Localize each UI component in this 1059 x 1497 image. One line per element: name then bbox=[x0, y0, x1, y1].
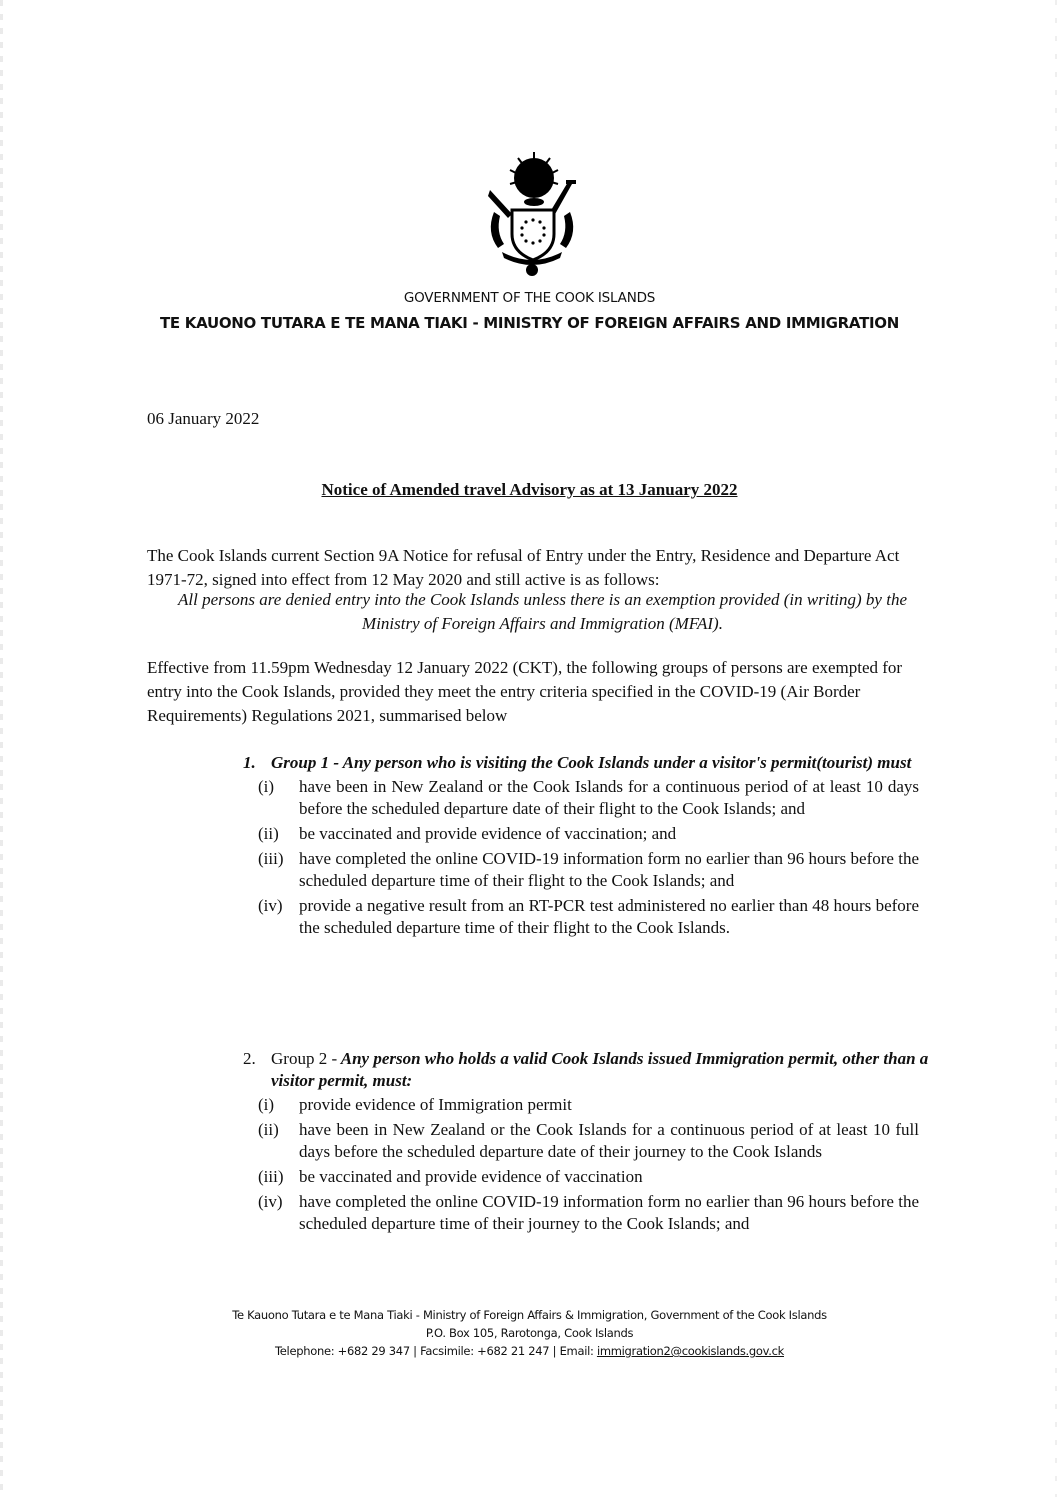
item-numeral: (iv) bbox=[258, 1192, 283, 1211]
item-text: have completed the online COVID-19 information form no earlier than 96 hours before the scheduled departure time of their journey to the Cook Islands; and bbox=[299, 1192, 919, 1233]
item-text: be vaccinated and provide evidence of vaccination; and bbox=[299, 824, 677, 843]
group-title bbox=[271, 752, 911, 774]
item-text: have been in New Zealand or the Cook Islands for a continuous period of at least 10 days before the scheduled departure date of their flight to the Cook Islands; and bbox=[299, 777, 919, 818]
coat-of-arms-icon bbox=[484, 152, 580, 280]
group-number: 1. bbox=[243, 753, 256, 772]
footer-phone-fax: Telephone: +682 29 347 | Facsimile: +682 21 247 | Email: bbox=[275, 1344, 597, 1358]
list-item bbox=[258, 848, 943, 892]
notice-title: Notice of Amended travel Advisory as at 13 January 2022 bbox=[321, 480, 738, 499]
group-title bbox=[271, 1048, 943, 1092]
item-text: provide evidence of Immigration permit bbox=[299, 1095, 572, 1114]
item-numeral: (ii) bbox=[258, 824, 279, 843]
group-description: Any person who holds a valid Cook Islands issued Immigration permit, other than a visitor permit, must: bbox=[271, 1049, 929, 1090]
criteria-list bbox=[258, 776, 943, 939]
item-numeral: (iv) bbox=[258, 896, 283, 915]
group-label: Group 1 - bbox=[271, 753, 340, 772]
group-1-section bbox=[243, 752, 943, 942]
item-text: be vaccinated and provide evidence of vaccination bbox=[299, 1167, 643, 1186]
intro-paragraph: The Cook Islands current Section 9A Notice for refusal of Entry under the Entry, Residence and Departure Act 1971-72, signed into effect from 12 May 2020 and still active is as follows: bbox=[147, 546, 900, 589]
list-item bbox=[258, 895, 943, 939]
item-numeral: (i) bbox=[258, 777, 275, 796]
footer-contact-line bbox=[0, 1342, 1059, 1360]
item-numeral: (i) bbox=[258, 1095, 275, 1114]
item-text: have completed the online COVID-19 information form no earlier than 96 hours before the scheduled departure time of their flight to the Cook Islands; and bbox=[299, 849, 919, 890]
criteria-list bbox=[258, 1094, 943, 1235]
email-link[interactable]: immigration2@cookislands.gov.ck bbox=[596, 1344, 784, 1358]
item-text: provide a negative result from an RT-PCR test administered no earlier than 48 hours before the scheduled departure time of their flight to the Cook Islands. bbox=[299, 896, 919, 937]
list-item bbox=[258, 823, 943, 845]
group-label: Group 2 - bbox=[271, 1049, 338, 1068]
page-footer bbox=[0, 1306, 1059, 1360]
government-heading: GOVERNMENT OF THE COOK ISLANDS bbox=[403, 290, 656, 306]
section-9a-quote: All persons are denied entry into the Cook Islands unless there is an exemption provided (in writing) by the Ministry of Foreign Affairs and Immigration (MFAI). bbox=[178, 590, 907, 633]
group-description: Any person who is visiting the Cook Islands under a visitor's permit(tourist) must bbox=[342, 753, 912, 772]
list-item bbox=[258, 1166, 943, 1188]
effective-paragraph: Effective from 11.59pm Wednesday 12 January 2022 (CKT), the following groups of persons are exempted for entry into the Cook Islands, provided they meet the entry criteria specified in the COVID-19 (Air Border Requirements) Regulations 2021, summarised below bbox=[147, 658, 903, 725]
group-heading bbox=[243, 1048, 943, 1092]
document-date: 06 January 2022 bbox=[147, 409, 260, 428]
group-2-section bbox=[243, 1048, 943, 1238]
group-heading bbox=[243, 752, 943, 774]
scan-edge-right bbox=[1055, 0, 1057, 1497]
item-numeral: (iii) bbox=[258, 849, 284, 868]
item-text: have been in New Zealand or the Cook Islands for a continuous period of at least 10 full days before the scheduled departure date of their journey to the Cook Islands bbox=[299, 1120, 919, 1161]
group-number: 2. bbox=[243, 1049, 256, 1068]
footer-address-line: P.O. Box 105, Rarotonga, Cook Islands bbox=[425, 1326, 634, 1340]
scan-edge-left bbox=[0, 0, 3, 1497]
ministry-heading: TE KAUONO TUTARA E TE MANA TIAKI - MINISTRY OF FOREIGN AFFAIRS AND IMMIGRATION bbox=[160, 314, 899, 332]
item-numeral: (iii) bbox=[258, 1167, 284, 1186]
list-item bbox=[258, 1094, 943, 1116]
footer-ministry-line: Te Kauono Tutara e te Mana Tiaki - Ministry of Foreign Affairs & Immigration, Government of the Cook Islands bbox=[232, 1308, 827, 1322]
item-numeral: (ii) bbox=[258, 1120, 279, 1139]
list-item bbox=[258, 1119, 943, 1163]
list-item bbox=[258, 776, 943, 820]
list-item bbox=[258, 1191, 943, 1235]
